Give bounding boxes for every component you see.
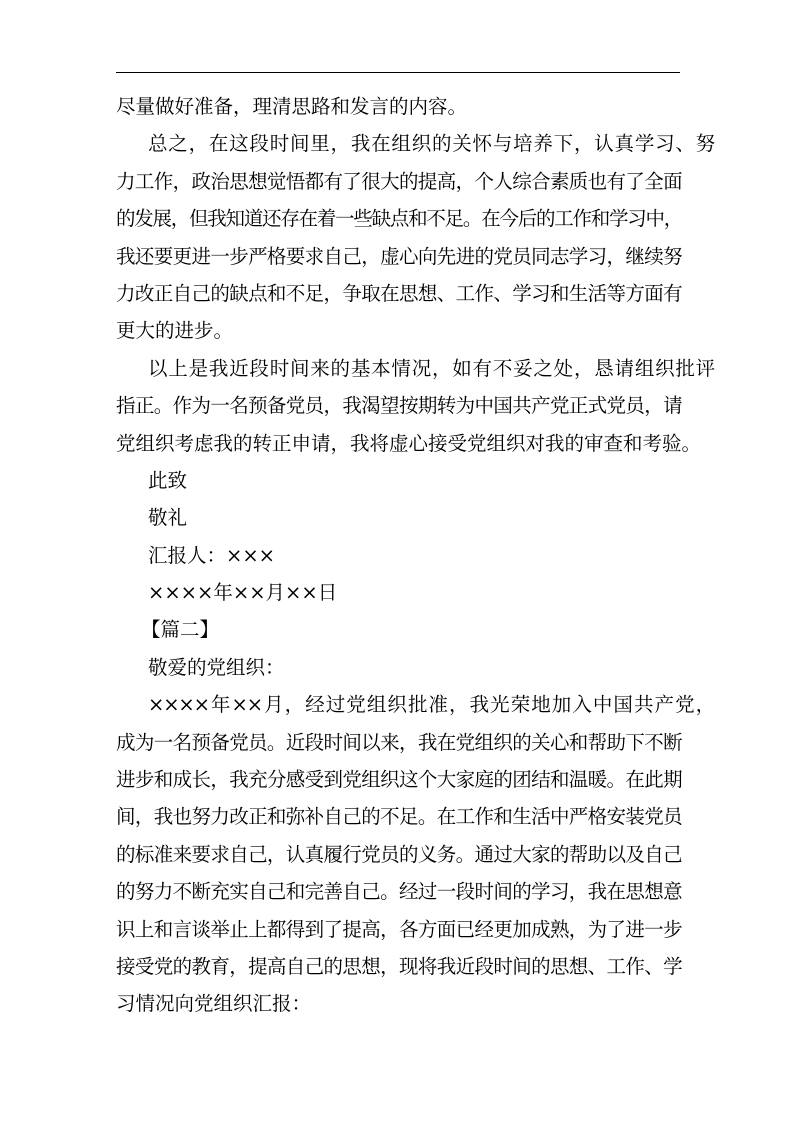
salutation: 敬爱的党组织： <box>148 655 285 679</box>
text-line: 更大的进步。 <box>116 319 234 343</box>
text-line: 成为一名预备党员。近段时间以来，我在党组织的关心和帮助下不断 <box>116 730 682 754</box>
text-line: 间，我也努力改正和弥补自己的不足。在工作和生活中严格安装党员 <box>116 805 682 829</box>
paragraph-line: 以上是我近段时间来的基本情况，如有不妥之处，恳请组织批评 <box>148 356 714 380</box>
closing-salutation: 此致 <box>148 468 188 492</box>
text-line: 的发展，但我知道还存在着一些缺点和不足。在今后的工作和学习中， <box>116 207 682 231</box>
text-line: 接受党的教育，提高自己的思想，现将我近段时间的思想、工作、学 <box>116 954 682 978</box>
report-date: ××××年××月××日 <box>148 581 338 605</box>
text-line: 党组织考虑我的转正申请，我将虚心接受党组织对我的审查和考验。 <box>116 431 702 455</box>
text-line: 尽量做好准备，理清思路和发言的内容。 <box>116 95 468 118</box>
closing-regards: 敬礼 <box>148 506 188 530</box>
text-line: 习情况向党组织汇报： <box>116 992 312 1016</box>
text-line: 力工作，政治思想觉悟都有了很大的提高，个人综合素质也有了全面 <box>116 169 682 193</box>
text-line: 的标准来要求自己，认真履行党员的义务。通过大家的帮助以及自己 <box>116 842 682 866</box>
section-heading: 【篇二】 <box>141 618 220 642</box>
paragraph-line: ××××年××月，经过党组织批准，我光荣地加入中国共产党， <box>148 693 714 717</box>
text-line: 力改正自己的缺点和不足，争取在思想、工作、学习和生活等方面有 <box>116 281 682 305</box>
text-line: 指正。作为一名预备党员，我渴望按期转为中国共产党正式党员，请 <box>116 394 682 418</box>
text-line: 的努力不断充实自己和完善自己。经过一段时间的学习，我在思想意 <box>116 880 682 904</box>
reporter-signature: 汇报人：××× <box>148 543 276 567</box>
text-line: 进步和成长，我充分感受到党组织这个大家庭的团结和温暖。在此期 <box>116 768 682 792</box>
text-line: 识上和言谈举止上都得到了提高，各方面已经更加成熟，为了进一步 <box>116 917 682 941</box>
paragraph-line: 总之，在这段时间里，我在组织的关怀与培养下，认真学习、努 <box>148 132 714 156</box>
header-rule <box>116 72 680 73</box>
document-body <box>116 88 714 1023</box>
text-line: 我还要更进一步严格要求自己，虚心向先进的党员同志学习，继续努 <box>116 244 682 268</box>
